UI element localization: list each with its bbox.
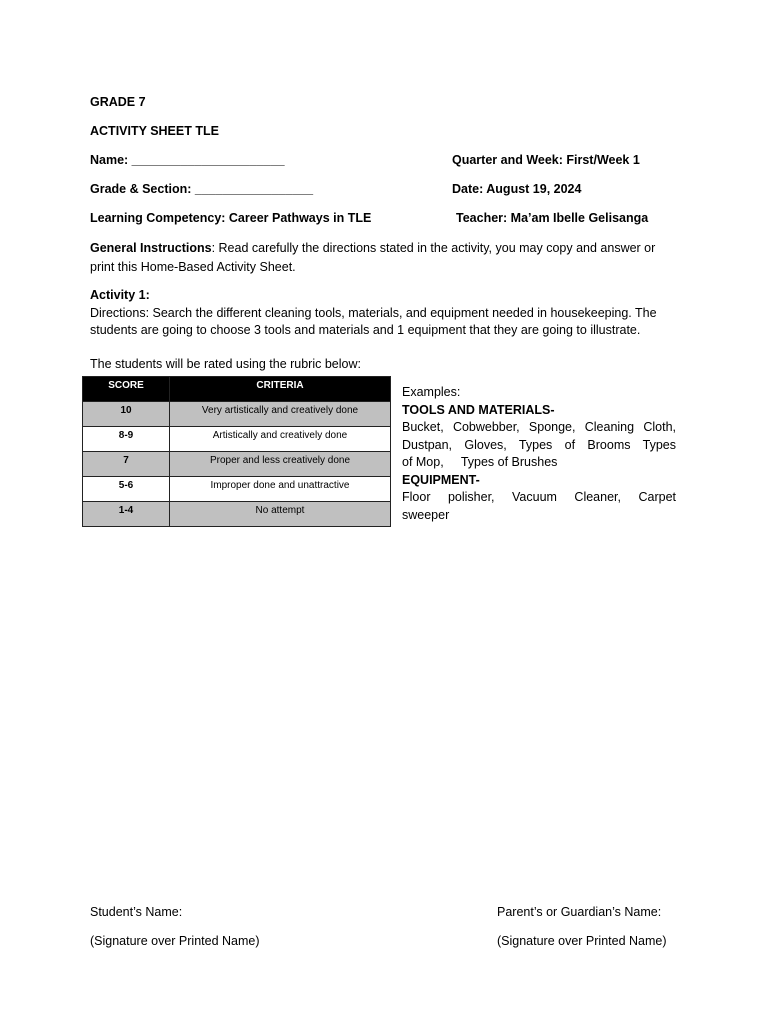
sheet-title: ACTIVITY SHEET TLE: [90, 124, 219, 138]
table-row: [83, 402, 391, 427]
rubric-table: [82, 376, 391, 527]
parent-signature-label: (Signature over Printed Name): [497, 934, 667, 948]
tools-heading: TOOLS AND MATERIALS-: [402, 402, 555, 417]
instructions-text: : Read carefully the directions stated in the activity, you may copy and answer or print this Home-Based Activity Sheet.: [90, 241, 656, 274]
table-row: [83, 502, 391, 527]
rubric-criteria: Artistically and creatively done: [170, 427, 391, 452]
rubric-header-row: [83, 377, 391, 402]
tools-line: of Mop, Types of Brushes: [402, 455, 558, 469]
learning-competency: Learning Competency: Career Pathways in TLE: [90, 211, 372, 225]
tools-line: Bucket, Cobwebber, Sponge, Cleaning Cloth,: [402, 420, 676, 434]
rubric-criteria: Improper done and unattractive: [170, 477, 391, 502]
rubric-header-score: SCORE: [83, 377, 170, 402]
equipment-line: sweeper: [402, 507, 450, 522]
quarter-week: Quarter and Week: First/Week 1: [452, 153, 640, 167]
table-row: [83, 452, 391, 477]
activity-directions: Directions: Search the different cleaning tools, materials, and equipment needed in housekeeping. The students are going to choose 3 tools and materials and 1 equipment that they are going to illustrate.: [90, 306, 657, 337]
rubric-criteria: Very artistically and creatively done: [170, 402, 391, 427]
rubric-score: 1-4: [83, 502, 170, 527]
activity-title: Activity 1:: [90, 288, 150, 302]
rubric-score: 10: [83, 402, 170, 427]
parent-name-label: Parent’s or Guardian’s Name:: [497, 905, 662, 919]
date-label: Date: August 19, 2024: [452, 182, 582, 196]
table-row: [83, 427, 391, 452]
equipment-line: Floor polisher, Vacuum Cleaner, Carpet: [402, 490, 676, 504]
grade-label: GRADE 7: [90, 95, 146, 109]
rubric-header-criteria: CRITERIA: [170, 377, 391, 402]
rubric-intro: The students will be rated using the rubric below:: [90, 357, 361, 371]
examples-block: [402, 384, 676, 524]
name-field-label: Name: ______________________: [90, 153, 285, 167]
rubric-score: 5-6: [83, 477, 170, 502]
grade-section-field-label: Grade & Section: _________________: [90, 182, 314, 196]
examples-label: Examples:: [402, 385, 461, 399]
rubric-score: 7: [83, 452, 170, 477]
student-name-label: Student’s Name:: [90, 905, 183, 919]
table-row: [83, 477, 391, 502]
rubric-criteria: No attempt: [170, 502, 391, 527]
teacher-label: Teacher: Ma’am Ibelle Gelisanga: [456, 211, 649, 225]
instructions-label: General Instructions: [90, 241, 212, 255]
tools-line: Dustpan, Gloves, Types of Brooms Types: [402, 437, 676, 452]
general-instructions: [90, 239, 670, 277]
rubric-criteria: Proper and less creatively done: [170, 452, 391, 477]
rubric-score: 8-9: [83, 427, 170, 452]
student-signature-label: (Signature over Printed Name): [90, 934, 260, 948]
equipment-heading: EQUIPMENT-: [402, 472, 480, 487]
